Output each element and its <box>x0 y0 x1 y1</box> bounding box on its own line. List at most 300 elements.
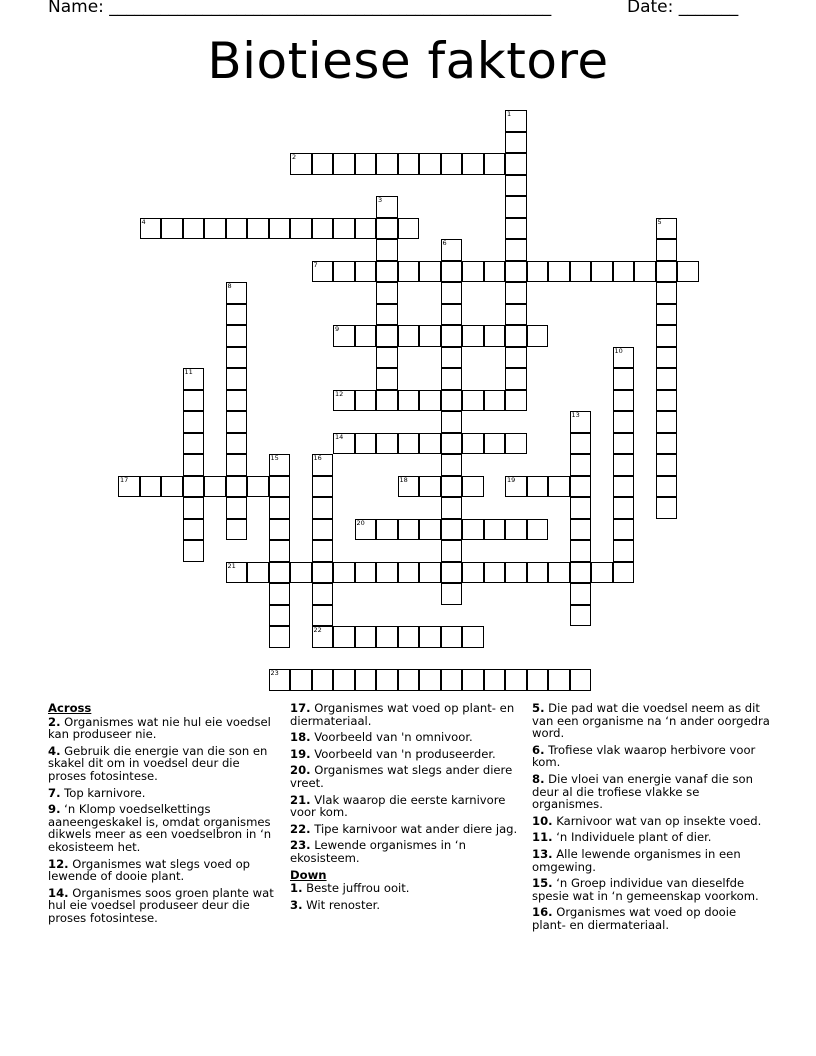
grid-cell[interactable] <box>376 519 398 541</box>
grid-cell[interactable] <box>548 562 570 584</box>
grid-cell[interactable] <box>656 325 678 347</box>
grid-cell[interactable] <box>634 261 656 283</box>
grid-cell[interactable] <box>398 433 420 455</box>
clues-column-3 <box>532 702 770 936</box>
across-heading: Across <box>48 701 92 715</box>
grid-cell[interactable] <box>355 562 377 584</box>
clue-number: 6 <box>442 239 447 247</box>
grid-cell[interactable] <box>226 497 248 519</box>
clue-text: Vlak waarop die eerste karnivore voor kom. <box>290 792 506 820</box>
grid-cell[interactable] <box>548 261 570 283</box>
grid-cell[interactable] <box>484 153 506 175</box>
grid-cell[interactable] <box>161 476 183 498</box>
grid-cell[interactable] <box>290 669 312 691</box>
clue-text: Top karnivore. <box>60 785 146 800</box>
clue-text: Karnivoor wat van op insekte voed. <box>552 813 762 828</box>
grid-cell[interactable] <box>484 433 506 455</box>
grid-cell[interactable] <box>505 239 527 261</box>
grid-cell[interactable] <box>183 433 205 455</box>
grid-cell[interactable] <box>290 562 312 584</box>
clue-number: 7 <box>313 260 318 269</box>
clue-item <box>532 906 770 931</box>
grid-cell[interactable] <box>505 261 527 283</box>
clues-column-1 <box>48 702 276 929</box>
grid-cell[interactable] <box>527 261 549 283</box>
grid-cell[interactable] <box>613 476 635 498</box>
clue-text: Wit renoster. <box>302 897 381 912</box>
clue-number: 12 <box>335 389 344 398</box>
grid-cell[interactable] <box>247 562 269 584</box>
grid-cell[interactable] <box>140 476 162 498</box>
grid-cell[interactable] <box>312 583 334 605</box>
grid-cell[interactable] <box>591 261 613 283</box>
grid-cell[interactable] <box>269 476 291 498</box>
grid-cell[interactable] <box>183 476 205 498</box>
clue-number: 9 <box>335 325 340 333</box>
grid-cell[interactable] <box>161 218 183 240</box>
grid-cell[interactable] <box>441 669 463 691</box>
clue-number: 16. <box>532 905 553 920</box>
grid-cell[interactable] <box>376 433 398 455</box>
grid-cell[interactable] <box>269 519 291 541</box>
clue-text: Lewende organismes in ‘n ekosisteem. <box>290 838 466 865</box>
grid-cell[interactable] <box>505 175 527 197</box>
grid-cell[interactable] <box>548 476 570 498</box>
clue-number: 10 <box>614 346 623 355</box>
clue-text: Organismes soos groen plante wat hul eie voedsel produseer deur die proses fotosintese. <box>48 885 274 925</box>
grid-cell[interactable] <box>376 325 398 347</box>
clue-text: Alle lewende organismes in een omgewing. <box>532 846 741 874</box>
clue-text: Organismes wat voed op plant- en diermateriaal. <box>290 701 515 728</box>
clue-number: 19 <box>507 475 516 484</box>
grid-cell[interactable] <box>376 218 398 240</box>
grid-cell[interactable] <box>462 433 484 455</box>
grid-cell[interactable] <box>333 325 355 347</box>
grid-cell[interactable] <box>376 368 398 390</box>
grid-cell[interactable] <box>398 519 420 541</box>
clue-number: 3. <box>290 897 303 912</box>
grid-cell[interactable] <box>613 390 635 412</box>
grid-cell[interactable] <box>441 304 463 326</box>
clue-number: 10. <box>532 813 553 828</box>
grid-cell[interactable] <box>505 218 527 240</box>
grid-cell[interactable] <box>355 153 377 175</box>
grid-cell[interactable] <box>333 433 355 455</box>
grid-cell[interactable] <box>226 390 248 412</box>
clue-item <box>290 839 520 864</box>
grid-cell[interactable] <box>462 325 484 347</box>
clue-item <box>48 858 276 883</box>
grid-cell[interactable] <box>312 626 334 648</box>
clue-number: 19. <box>290 746 311 761</box>
clue-text: ‘n Klomp voedselkettings aaneengeskakel is, omdat organismes dikwels meer as een voedselbron in ‘n ekosisteem het. <box>48 802 272 854</box>
grid-cell[interactable] <box>398 669 420 691</box>
grid-cell[interactable] <box>527 325 549 347</box>
grid-cell[interactable] <box>505 110 527 132</box>
grid-cell[interactable] <box>312 519 334 541</box>
grid-cell[interactable] <box>398 626 420 648</box>
grid-cell[interactable] <box>376 390 398 412</box>
clue-number: 15. <box>532 876 553 891</box>
grid-cell[interactable] <box>398 261 420 283</box>
grid-cell[interactable] <box>312 454 334 476</box>
grid-cell[interactable] <box>505 519 527 541</box>
grid-cell[interactable] <box>333 626 355 648</box>
grid-cell[interactable] <box>656 476 678 498</box>
clue-number: 11. <box>532 830 553 845</box>
grid-cell[interactable] <box>419 562 441 584</box>
grid-cell[interactable] <box>226 368 248 390</box>
grid-cell[interactable] <box>183 519 205 541</box>
grid-cell[interactable] <box>441 626 463 648</box>
grid-cell[interactable] <box>441 347 463 369</box>
grid-cell[interactable] <box>226 454 248 476</box>
clue-text: Organismes wat voed op dooie plant- en diermateriaal. <box>532 905 737 932</box>
clue-number: 17 <box>120 475 129 484</box>
grid-cell[interactable] <box>570 583 592 605</box>
clue-item <box>290 794 520 819</box>
grid-cell[interactable] <box>355 433 377 455</box>
grid-cell[interactable] <box>570 562 592 584</box>
grid-cell[interactable] <box>269 626 291 648</box>
grid-cell[interactable] <box>376 626 398 648</box>
grid-cell[interactable] <box>312 153 334 175</box>
clue-item <box>532 831 770 844</box>
clue-item <box>48 887 276 925</box>
grid-cell[interactable] <box>505 282 527 304</box>
grid-cell[interactable] <box>333 562 355 584</box>
clue-number: 8. <box>532 771 545 786</box>
grid-cell[interactable] <box>548 669 570 691</box>
name-field-label: Name: ____________________________________________________ <box>48 0 552 17</box>
clue-number: 1 <box>507 110 512 118</box>
clue-text: ‘n Individuele plant of dier. <box>552 830 712 845</box>
grid-cell[interactable] <box>419 390 441 412</box>
clue-number: 3 <box>378 196 383 204</box>
grid-cell[interactable] <box>269 218 291 240</box>
grid-cell[interactable] <box>183 540 205 562</box>
grid-cell[interactable] <box>505 347 527 369</box>
grid-cell[interactable] <box>355 261 377 283</box>
grid-cell[interactable] <box>398 325 420 347</box>
grid-cell[interactable] <box>570 261 592 283</box>
grid-cell[interactable] <box>376 562 398 584</box>
grid-cell[interactable] <box>183 454 205 476</box>
grid-cell[interactable] <box>269 540 291 562</box>
grid-cell[interactable] <box>505 669 527 691</box>
grid-cell[interactable] <box>570 454 592 476</box>
grid-cell[interactable] <box>484 390 506 412</box>
grid-cell[interactable] <box>312 497 334 519</box>
grid-cell[interactable] <box>441 282 463 304</box>
grid-cell[interactable] <box>226 562 248 584</box>
grid-cell[interactable] <box>398 562 420 584</box>
down-heading: Down <box>290 867 327 882</box>
grid-cell[interactable] <box>613 411 635 433</box>
clue-text: Die pad wat die voedsel neem as dit van een organisme na ‘n ander oorgedra word. <box>532 701 770 741</box>
clue-number: 5. <box>532 701 545 715</box>
grid-cell[interactable] <box>376 261 398 283</box>
grid-cell[interactable] <box>226 411 248 433</box>
clue-number: 20 <box>356 518 365 527</box>
grid-cell[interactable] <box>462 519 484 541</box>
grid-cell[interactable] <box>484 519 506 541</box>
grid-cell[interactable] <box>355 325 377 347</box>
grid-cell[interactable] <box>441 153 463 175</box>
grid-cell[interactable] <box>462 669 484 691</box>
grid-cell[interactable] <box>312 540 334 562</box>
clue-number: 2. <box>48 714 61 729</box>
grid-cell[interactable] <box>591 562 613 584</box>
grid-cell[interactable] <box>570 605 592 627</box>
grid-cell[interactable] <box>656 411 678 433</box>
grid-cell[interactable] <box>505 562 527 584</box>
grid-cell[interactable] <box>333 390 355 412</box>
grid-cell[interactable] <box>226 325 248 347</box>
clue-number: 1. <box>290 881 303 896</box>
grid-cell[interactable] <box>333 218 355 240</box>
grid-cell[interactable] <box>312 476 334 498</box>
grid-cell[interactable] <box>226 282 248 304</box>
grid-cell[interactable] <box>656 368 678 390</box>
grid-cell[interactable] <box>484 325 506 347</box>
clue-text: ‘n Groep individue van dieselfde spesie wat in ‘n gemeenskap voorkom. <box>532 876 759 903</box>
grid-cell[interactable] <box>613 497 635 519</box>
clue-item <box>290 731 520 744</box>
grid-cell[interactable] <box>505 304 527 326</box>
grid-cell[interactable] <box>419 669 441 691</box>
clue-text: Voorbeeld van 'n produseerder. <box>310 746 496 761</box>
grid-cell[interactable] <box>570 519 592 541</box>
grid-cell[interactable] <box>419 626 441 648</box>
grid-cell[interactable] <box>333 261 355 283</box>
clue-number: 17. <box>290 701 311 715</box>
grid-cell[interactable] <box>419 261 441 283</box>
grid-cell[interactable] <box>290 153 312 175</box>
grid-cell[interactable] <box>398 218 420 240</box>
clue-number: 21. <box>290 792 311 807</box>
clue-number: 7. <box>48 785 61 800</box>
grid-cell[interactable] <box>441 368 463 390</box>
grid-cell[interactable] <box>226 476 248 498</box>
grid-cell[interactable] <box>441 454 463 476</box>
grid-cell[interactable] <box>484 669 506 691</box>
grid-cell[interactable] <box>462 153 484 175</box>
grid-cell[interactable] <box>118 476 140 498</box>
grid-cell[interactable] <box>656 239 678 261</box>
clue-item <box>48 787 276 800</box>
grid-cell[interactable] <box>527 476 549 498</box>
grid-cell[interactable] <box>419 153 441 175</box>
grid-cell[interactable] <box>613 540 635 562</box>
clue-item <box>290 882 520 895</box>
grid-cell[interactable] <box>419 325 441 347</box>
grid-cell[interactable] <box>312 562 334 584</box>
grid-cell[interactable] <box>355 390 377 412</box>
grid-cell[interactable] <box>570 669 592 691</box>
grid-cell[interactable] <box>355 669 377 691</box>
grid-cell[interactable] <box>505 433 527 455</box>
grid-cell[interactable] <box>656 347 678 369</box>
grid-cell[interactable] <box>441 261 463 283</box>
grid-cell[interactable] <box>376 669 398 691</box>
grid-cell[interactable] <box>656 282 678 304</box>
grid-cell[interactable] <box>505 196 527 218</box>
grid-cell[interactable] <box>677 261 699 283</box>
clue-number: 4. <box>48 743 61 758</box>
grid-cell[interactable] <box>419 433 441 455</box>
grid-cell[interactable] <box>333 153 355 175</box>
grid-cell[interactable] <box>355 519 377 541</box>
grid-cell[interactable] <box>505 476 527 498</box>
clue-text: Beste juffrou ooit. <box>302 881 410 896</box>
grid-cell[interactable] <box>613 454 635 476</box>
grid-cell[interactable] <box>247 476 269 498</box>
grid-cell[interactable] <box>269 562 291 584</box>
grid-cell[interactable] <box>204 476 226 498</box>
clue-number: 14. <box>48 885 69 900</box>
grid-cell[interactable] <box>441 433 463 455</box>
grid-cell[interactable] <box>419 519 441 541</box>
grid-cell[interactable] <box>226 347 248 369</box>
clue-number: 20. <box>290 763 311 778</box>
grid-cell[interactable] <box>269 454 291 476</box>
grid-cell[interactable] <box>183 368 205 390</box>
grid-cell[interactable] <box>462 261 484 283</box>
grid-cell[interactable] <box>570 433 592 455</box>
grid-cell[interactable] <box>613 433 635 455</box>
grid-cell[interactable] <box>505 132 527 154</box>
grid-cell[interactable] <box>656 390 678 412</box>
grid-cell[interactable] <box>269 669 291 691</box>
clue-item <box>290 764 520 789</box>
grid-cell[interactable] <box>183 411 205 433</box>
clue-item <box>532 702 770 740</box>
clue-text: Gebruik die energie van die son en skakel dit om in voedsel deur die proses fotosintese. <box>48 743 268 783</box>
grid-cell[interactable] <box>290 218 312 240</box>
grid-cell[interactable] <box>312 218 334 240</box>
grid-cell[interactable] <box>613 519 635 541</box>
clue-number: 14 <box>335 432 344 441</box>
grid-cell[interactable] <box>613 562 635 584</box>
grid-cell[interactable] <box>269 605 291 627</box>
grid-cell[interactable] <box>570 411 592 433</box>
clue-item <box>532 848 770 873</box>
grid-cell[interactable] <box>376 282 398 304</box>
grid-cell[interactable] <box>656 497 678 519</box>
grid-cell[interactable] <box>226 304 248 326</box>
grid-cell[interactable] <box>441 476 463 498</box>
date-field-label: Date: _______ <box>627 0 739 17</box>
grid-cell[interactable] <box>505 153 527 175</box>
grid-cell[interactable] <box>247 218 269 240</box>
grid-cell[interactable] <box>656 261 678 283</box>
grid-cell[interactable] <box>355 626 377 648</box>
grid-cell[interactable] <box>656 304 678 326</box>
grid-cell[interactable] <box>527 562 549 584</box>
grid-cell[interactable] <box>570 540 592 562</box>
grid-cell[interactable] <box>505 368 527 390</box>
grid-cell[interactable] <box>441 390 463 412</box>
grid-cell[interactable] <box>312 605 334 627</box>
grid-cell[interactable] <box>462 626 484 648</box>
clue-number: 23. <box>290 838 311 853</box>
grid-cell[interactable] <box>355 218 377 240</box>
clue-text: Organismes wat nie hul eie voedsel kan produseer nie. <box>48 714 271 742</box>
grid-cell[interactable] <box>312 261 334 283</box>
page-title: Biotiese faktore <box>207 32 609 90</box>
grid-cell[interactable] <box>204 218 226 240</box>
grid-cell[interactable] <box>226 433 248 455</box>
grid-cell[interactable] <box>226 218 248 240</box>
clue-number: 9. <box>48 802 61 817</box>
grid-cell[interactable] <box>226 519 248 541</box>
grid-cell[interactable] <box>376 196 398 218</box>
grid-cell[interactable] <box>398 153 420 175</box>
clue-item <box>48 745 276 783</box>
grid-cell[interactable] <box>484 261 506 283</box>
grid-cell[interactable] <box>613 368 635 390</box>
grid-cell[interactable] <box>441 239 463 261</box>
grid-cell[interactable] <box>441 519 463 541</box>
grid-cell[interactable] <box>183 497 205 519</box>
grid-cell[interactable] <box>462 562 484 584</box>
grid-cell[interactable] <box>333 669 355 691</box>
grid-cell[interactable] <box>183 390 205 412</box>
grid-cell[interactable] <box>656 433 678 455</box>
grid-cell[interactable] <box>376 304 398 326</box>
grid-cell[interactable] <box>462 390 484 412</box>
grid-cell[interactable] <box>570 476 592 498</box>
clue-item <box>48 716 276 741</box>
grid-cell[interactable] <box>613 347 635 369</box>
grid-cell[interactable] <box>441 411 463 433</box>
grid-cell[interactable] <box>183 218 205 240</box>
grid-cell[interactable] <box>505 390 527 412</box>
grid-cell[interactable] <box>527 669 549 691</box>
grid-cell[interactable] <box>376 239 398 261</box>
clue-item <box>290 823 520 836</box>
grid-cell[interactable] <box>441 325 463 347</box>
grid-cell[interactable] <box>376 153 398 175</box>
grid-cell[interactable] <box>441 583 463 605</box>
grid-cell[interactable] <box>441 497 463 519</box>
grid-cell[interactable] <box>269 497 291 519</box>
clue-number: 8 <box>227 282 232 290</box>
grid-cell[interactable] <box>419 476 441 498</box>
grid-cell[interactable] <box>656 218 678 240</box>
grid-cell[interactable] <box>398 476 420 498</box>
grid-cell[interactable] <box>140 218 162 240</box>
grid-cell[interactable] <box>613 261 635 283</box>
grid-cell[interactable] <box>269 583 291 605</box>
grid-cell[interactable] <box>398 390 420 412</box>
grid-cell[interactable] <box>312 669 334 691</box>
grid-cell[interactable] <box>376 347 398 369</box>
grid-cell[interactable] <box>441 540 463 562</box>
grid-cell[interactable] <box>656 454 678 476</box>
clue-item <box>532 815 770 828</box>
grid-cell[interactable] <box>462 476 484 498</box>
grid-cell[interactable] <box>527 519 549 541</box>
grid-cell[interactable] <box>441 562 463 584</box>
clue-number: 22 <box>313 626 322 634</box>
grid-cell[interactable] <box>570 497 592 519</box>
grid-cell[interactable] <box>484 562 506 584</box>
clue-number: 22. <box>290 821 311 836</box>
grid-cell[interactable] <box>505 325 527 347</box>
clue-item <box>532 744 770 769</box>
